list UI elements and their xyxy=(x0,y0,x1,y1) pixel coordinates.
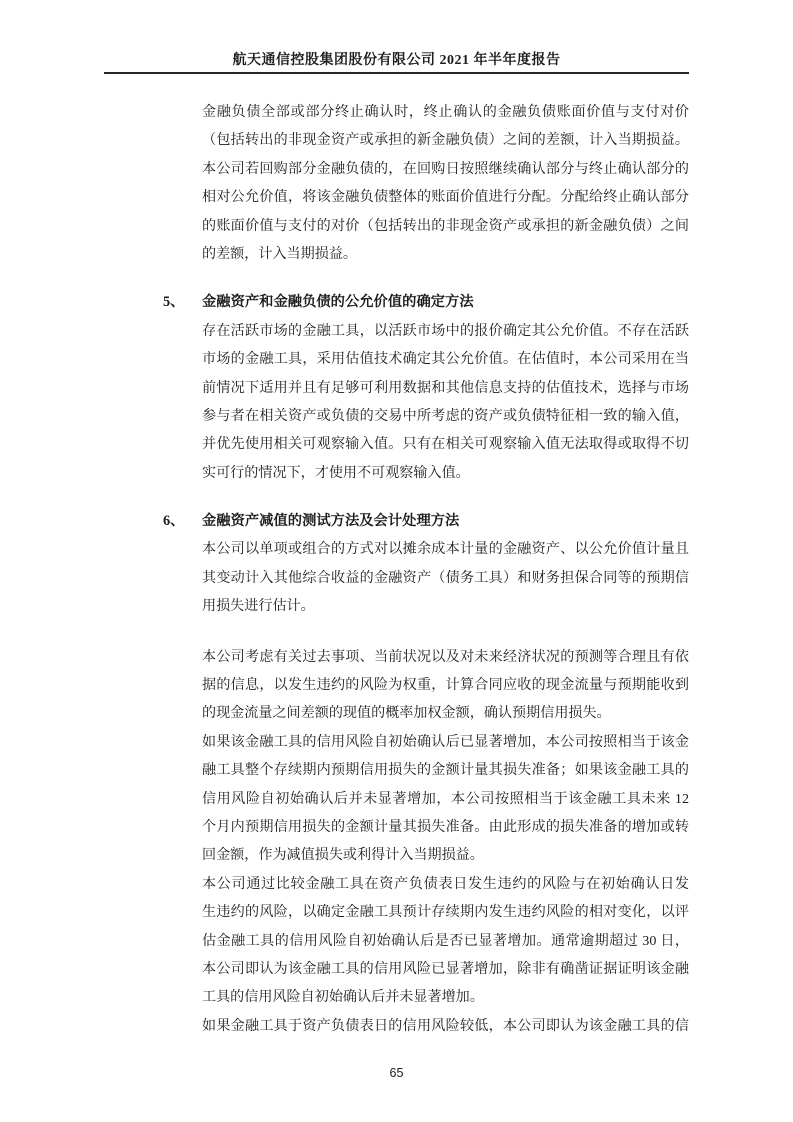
paragraph-line: 的账面价值与支付的对价（包括转出的非现金资产或承担的新金融负债）之间 xyxy=(202,217,689,234)
page-header xyxy=(104,50,689,74)
section-6-paragraph-1 xyxy=(202,535,689,620)
paragraph-line: 的现金流量之间差额的现值的概率加权金额，确认预期信用损失。 xyxy=(202,705,611,722)
paragraph-line: 工具的信用风险自初始确认后并未显著增加。 xyxy=(202,989,484,1006)
paragraph-line: 本公司考虑有关过去事项、当前状况以及对未来经济状况的预测等合理且有依 xyxy=(202,648,689,665)
paragraph-line: 用损失进行估计。 xyxy=(202,598,315,615)
paragraph-line: 如果金融工具于资产负债表日的信用风险较低，本公司即认为该金融工具的信 xyxy=(202,1017,689,1034)
paragraph-line: 市场的金融工具，采用估值技术确定其公允价值。在估值时，本公司采用在当 xyxy=(202,351,689,368)
paragraph-line: 估金融工具的信用风险自初始确认后是否已显著增加。通常逾期超过 30 日， xyxy=(202,932,689,949)
paragraph-line: 前情况下适用并且有足够可利用数据和其他信息支持的估值技术，选择与市场 xyxy=(202,379,689,396)
paragraph-line: 本公司通过比较金融工具在资产负债表日发生违约的风险与在初始确认日发 xyxy=(202,875,689,892)
paragraph-line: 本公司即认为该金融工具的信用风险已显著增加，除非有确凿证据证明该金融 xyxy=(202,960,689,977)
paragraph-line: （包括转出的非现金资产或承担的新金融负债）之间的差额，计入当期损益。 xyxy=(202,132,689,149)
paragraph-line: 据的信息，以发生违约的风险为权重，计算合同应收的现金流量与预期能收到 xyxy=(202,677,689,694)
paragraph-line: 并优先使用相关可观察输入值。只有在相关可观察输入值无法取得或取得不切 xyxy=(202,436,689,453)
paragraph-line: 实可行的情况下，才使用不可观察输入值。 xyxy=(202,464,470,481)
page-number: 65 xyxy=(389,1066,404,1080)
section-6-paragraph-2 xyxy=(202,643,689,1040)
paragraph-line: 存在活跃市场的金融工具，以活跃市场中的报价确定其公允价值。不存在活跃 xyxy=(202,322,689,339)
section-heading-5 xyxy=(163,288,689,316)
paragraph-line: 融工具整个存续期内预期信用损失的金额计量其损失准备；如果该金融工具的 xyxy=(202,762,689,779)
paragraph-line: 金融负债全部或部分终止确认时，终止确认的金融负债账面价值与支付对价 xyxy=(202,104,689,120)
paragraph-line: 其变动计入其他综合收益的金融资产（债务工具）和财务担保合同等的预期信 xyxy=(202,569,689,586)
paragraph-line: 本公司若回购部分金融负债的，在回购日按照继续确认部分与终止确认部分的 xyxy=(202,160,689,177)
section-title: 金融资产减值的测试方法及会计处理方法 xyxy=(202,513,460,530)
paragraph-line: 信用风险自初始确认后并未显著增加，本公司按照相当于该金融工具未来 12 xyxy=(202,790,689,807)
paragraph-line: 生违约的风险，以确定金融工具预计存续期内发生违约风险的相对变化，以评 xyxy=(202,904,689,921)
section-title: 金融资产和金融负债的公允价值的确定方法 xyxy=(202,294,474,311)
page-header-title: 航天通信控股集团股份有限公司 2021 年半年度报告 xyxy=(232,53,561,68)
paragraph-line: 参与者在相关资产或负债的交易中所考虑的资产或负债特征相一致的输入值， xyxy=(202,407,689,424)
paragraph-line: 回金额，作为减值损失或利得计入当期损益。 xyxy=(202,847,484,864)
page-body xyxy=(163,98,689,1040)
paragraph-line: 的差额，计入当期损益。 xyxy=(202,245,358,262)
intro-paragraph xyxy=(202,98,689,268)
paragraph-line: 如果该金融工具的信用风险自初始确认后已显著增加，本公司按照相当于该金 xyxy=(202,733,689,750)
paragraph-line: 相对公允价值，将该金融负债整体的账面价值进行分配。分配给终止确认部分 xyxy=(202,189,689,206)
paragraph-line: 个月内预期信用损失的金额计量其损失准备。由此形成的损失准备的增加或转 xyxy=(202,818,689,835)
paragraph-line: 本公司以单项或组合的方式对以摊余成本计量的金融资产、以公允价值计量且 xyxy=(202,541,689,558)
section-5-paragraph xyxy=(202,317,689,487)
section-number: 6、 xyxy=(163,513,185,530)
section-heading-6 xyxy=(163,507,689,535)
section-number: 5、 xyxy=(163,294,185,311)
